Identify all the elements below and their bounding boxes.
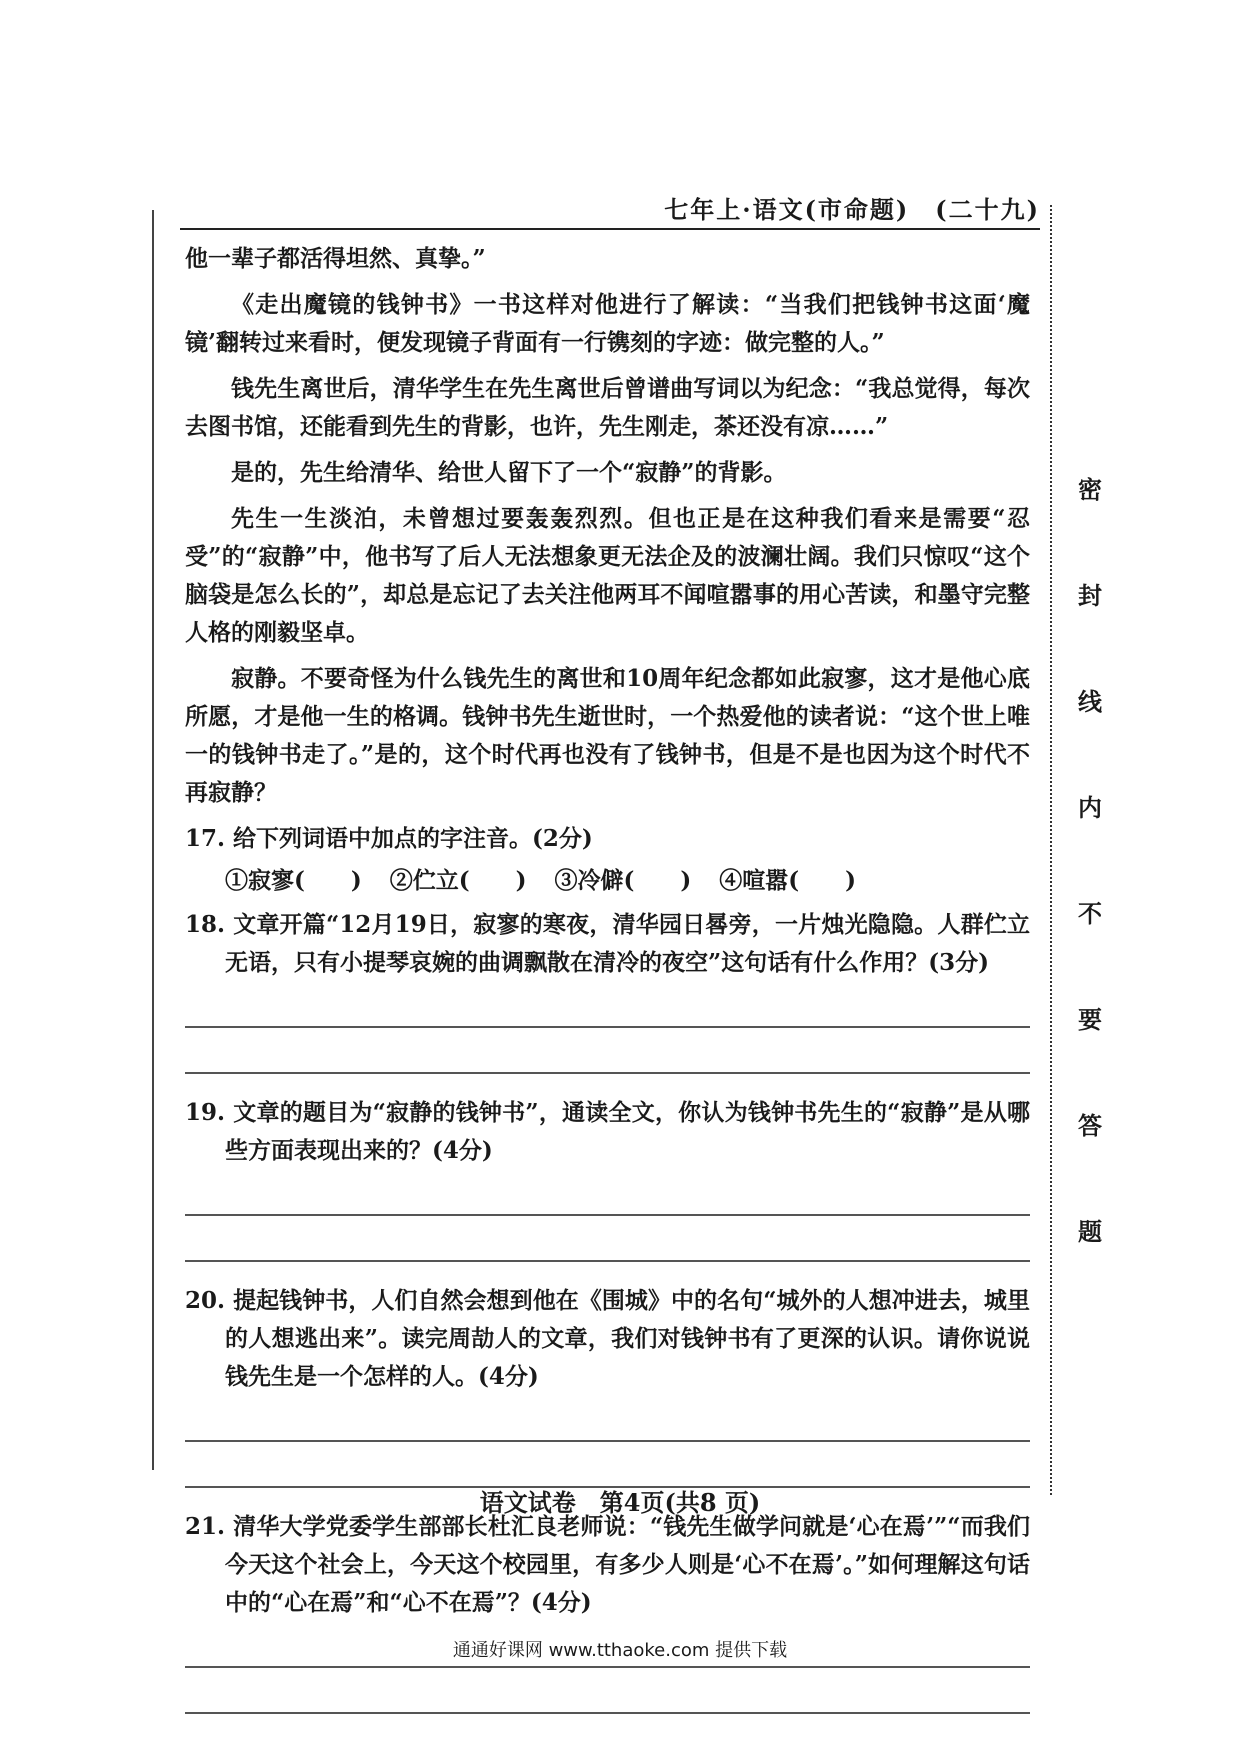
seal-char: 密 (1078, 475, 1102, 504)
answer-line[interactable] (185, 1260, 1030, 1262)
question-17-options (185, 862, 1030, 900)
question-18-text: 18. 文章开篇“12月19日，寂寥的寒夜，清华园日晷旁，一片烛光隐隐。人群伫立无语，只有小提琴哀婉的曲调飘散在清冷的夜空”这句话有什么作用？(3分) (185, 911, 1030, 976)
seal-char: 答 (1078, 1111, 1102, 1140)
answer-area-18[interactable] (185, 1026, 1030, 1074)
answer-line[interactable] (185, 1072, 1030, 1074)
seal-dotted-line (1050, 205, 1052, 1495)
exam-header: 七年上·语文(市命题) (二十九) (664, 195, 1040, 224)
passage-paragraph: 是的，先生给清华、给世人留下了一个“寂静”的背影。 (231, 459, 787, 486)
question-17 (185, 820, 1030, 900)
page-footer: 语文试卷 第4页(共8 页) (479, 1488, 761, 1517)
answer-line[interactable] (185, 1214, 1030, 1216)
header-rule (180, 228, 1040, 230)
seal-char: 题 (1078, 1217, 1102, 1246)
question-19-text: 19. 文章的题目为“寂静的钱钟书”，通读全文，你认为钱钟书先生的“寂静”是从哪些方面表现出来的？(4分) (185, 1099, 1030, 1164)
question-21 (185, 1508, 1030, 1714)
question-19 (185, 1094, 1030, 1262)
answer-line[interactable] (185, 1440, 1030, 1442)
question-17-text: 17. 给下列词语中加点的字注音。(2分) (185, 825, 593, 852)
passage-paragraph: 钱先生离世后，清华学生在先生离世后曾谱曲写词以为纪念：“我总觉得，每次去图书馆，还能看到先生的背影，也许，先生刚走，茶还没有凉……” (185, 375, 1030, 440)
question-18 (185, 906, 1030, 1074)
passage-paragraph: 寂静。不要奇怪为什么钱先生的离世和10周年纪念都如此寂寥，这才是他心底所愿，才是他一生的格调。钱钟书先生逝世时，一个热爱他的读者说：“这个世上唯一的钱钟书走了。”是的，这个时代再也没有了钱钟书，但是不是也因为这个时代不再寂静？ (185, 665, 1030, 806)
answer-area-19[interactable] (185, 1214, 1030, 1262)
answer-line[interactable] (185, 1026, 1030, 1028)
download-credit: 通通好课网 www.tthaoke.com 提供下载 (452, 1640, 788, 1661)
answer-area-21[interactable] (185, 1666, 1030, 1714)
q17-option-1[interactable]: ①寂寥( ) (225, 867, 362, 894)
answer-line[interactable] (185, 1666, 1030, 1668)
seal-char: 要 (1078, 1005, 1102, 1034)
seal-char: 线 (1078, 687, 1102, 716)
answer-line[interactable] (185, 1712, 1030, 1714)
answer-area-20[interactable] (185, 1440, 1030, 1488)
left-frame-line (152, 210, 154, 1470)
question-21-text: 21. 清华大学党委学生部部长杜汇良老师说：“钱先生做学问就是‘心在焉’”“而我们今天这个社会上，今天这个校园里，有多少人则是‘心不在焉’。”如何理解这句话中的“心在焉”和“心不在焉”？(4分) (185, 1513, 1030, 1616)
seal-char: 封 (1078, 581, 1102, 610)
passage-paragraph: 他一辈子都活得坦然、真挚。” (185, 245, 486, 272)
question-20-text: 20. 提起钱钟书，人们自然会想到他在《围城》中的名句“城外的人想冲进去，城里的人想逃出来”。读完周劼人的文章，我们对钱钟书有了更深的认识。请你说说钱先生是一个怎样的人。(4分) (185, 1287, 1030, 1390)
seal-char: 不 (1078, 899, 1102, 928)
passage-paragraph: 先生一生淡泊，未曾想过要轰轰烈烈。但也正是在这种我们看来是需要“忍受”的“寂静”中，他书写了后人无法想象更无法企及的波澜壮阔。我们只惊叹“这个脑袋是怎么长的”，却总是忘记了去关注他两耳不闻喧嚣事的用心苦读，和墨守完整人格的刚毅坚卓。 (185, 505, 1030, 646)
seal-line-notice (1070, 470, 1110, 1318)
q17-option-4[interactable]: ④喧嚣( ) (719, 867, 857, 894)
question-20 (185, 1282, 1030, 1488)
q17-option-3[interactable]: ③冷僻( ) (554, 867, 692, 894)
q17-option-2[interactable]: ②伫立( ) (389, 867, 527, 894)
seal-char: 内 (1078, 793, 1102, 822)
passage-paragraph: 《走出魔镜的钱钟书》一书这样对他进行了解读：“当我们把钱钟书这面‘魔镜’翻转过来看时，便发现镜子背面有一行镌刻的字迹：做完整的人。” (185, 291, 1030, 356)
